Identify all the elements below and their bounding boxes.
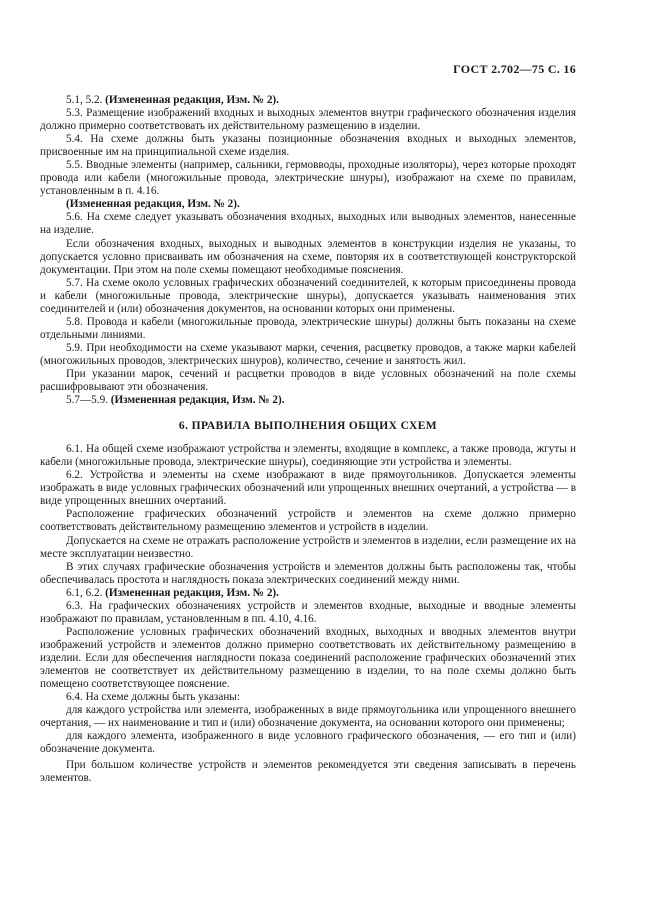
paragraph-5-4: 5.4. На схеме должны быть указаны позиционные обозначения входных и выходных элементов, присвоенные им на принципиальной схеме изделия. <box>40 133 576 159</box>
paragraph-6-1-6-2 <box>40 587 576 600</box>
amendment-note: (Измененная редакция, Изм. № 2). <box>105 586 279 599</box>
paragraph-6-4-elements: для каждого элемента, изображенного в виде условного графического обозначения, — его тип и (или) обозначение документа. <box>40 730 576 756</box>
paragraph-6-4-devices: для каждого устройства или элемента, изображенных в виде прямоугольника или упрощенного внешнего очертания, — их наименование и тип и (или) обозначение документа, на основании которого они применены; <box>40 704 576 730</box>
amendment-note: (Измененная редакция, Изм. № 2). <box>105 94 279 106</box>
paragraph-5-3: 5.3. Размещение изображений входных и выходных элементов внутри графического обозначения изделия должно примерно соответствовать их действительному размещению в изделии. <box>40 107 576 133</box>
paragraph-5-9: 5.9. При необходимости на схеме указывают марки, сечения, расцветку проводов, а также марки кабелей (многожильных проводов, электрических шнуров), количество, сечение и занятость жил. <box>40 341 576 367</box>
paragraph-5-7-5-9 <box>40 394 576 407</box>
paragraph-5-9-note: При указании марок, сечений и расцветки проводов в виде условных обозначений на поле схемы расшифровывают эти обозначения. <box>40 367 576 394</box>
paragraph-5-5: 5.5. Вводные элементы (например, сальники, гермовводы, проходные изоляторы), через которые проходят провода или кабели (многожильные провода, электрические шнуры), изображают на схеме по правилам, установленным в п. 4.16. <box>40 159 576 198</box>
paragraph-6-3-layout: Расположение условных графических обозначений входных, выходных и вводных элементов внутри изображений устройств и элементов должно примерно соответствовать их действительному размещению в изделии. Если для обеспечения наглядности показа соединений расположение графических обозначений этих элементов не соответствует их действительному размещению в изделии, то на поле схемы должно быть помещено соответствующее пояснение. <box>40 625 576 691</box>
paragraph-5-6: 5.6. На схеме следует указывать обозначения входных, выходных или выводных элементов, нанесенные на изделие. <box>40 211 576 237</box>
amendment-note: (Измененная редакция, Изм. № 2). <box>66 198 240 211</box>
clause-number: 6.1, 6.2. <box>66 586 106 599</box>
paragraph-5-8: 5.8. Провода и кабели (многожильные провода, электрические шнуры) должны быть показаны на схеме отдельными линиями. <box>40 315 576 341</box>
paragraph-5-7: 5.7. На схеме около условных графических обозначений соединителей, к которым присоединены провода и кабели (многожильные провода, электрические шнуры), допускается указывать наименования этих соединителей и (или) обозначения документов, на основании которых они применены. <box>40 276 576 315</box>
paragraph-5-6-note: Если обозначения входных, выходных и выводных элементов в конструкции изделия не указаны, то допускается условно присваивать им обозначения на схеме, повторяя их в соответствующей конструкторской документации. При этом на поле схемы помещают необходимые пояснения. <box>40 237 576 276</box>
clause-number: 5.1, 5.2. <box>66 94 106 106</box>
document-body <box>40 56 576 785</box>
paragraph-6-2-layout: Расположение графических обозначений устройств и элементов на схеме должно примерно соответствовать действительному размещению элементов и устройств в изделии. <box>40 508 576 534</box>
page-header: ГОСТ 2.702—75 С. 16 <box>453 62 576 76</box>
paragraph-6-3: 6.3. На графических обозначениях устройств и элементов входные, выходные и вводные элементы изображают по правилам, установленным в пп. 4.10, 4.16. <box>40 599 576 625</box>
section-title: 6. ПРАВИЛА ВЫПОЛНЕНИЯ ОБЩИХ СХЕМ <box>178 420 438 433</box>
amendment-note: (Измененная редакция, Изм. № 2). <box>110 394 285 407</box>
paragraph-5-1-5-2 <box>40 94 576 107</box>
paragraph-6-1: 6.1. На общей схеме изображают устройства и элементы, входящие в комплекс, а также провода, жгуты и кабели (многожильные провода, электрические шнуры), соединяющие эти устройства и элементы. <box>40 443 576 469</box>
paragraph-6-4: 6.4. На схеме должны быть указаны: <box>66 691 240 704</box>
paragraph-6-4-list: При большом количестве устройств и элементов рекомендуется эти сведения записывать в перечень элементов. <box>40 759 576 785</box>
paragraph-6-2: 6.2. Устройства и элементы на схеме изображают в виде прямоугольников. Допускается элементы изображать в виде условных графических обозначений или упрощенных внешних очертаний, а устройства — в виде упрощенных внешних очертаний. <box>40 469 576 508</box>
paragraph-6-2-exception: Допускается на схеме не отражать расположение устройств и элементов в изделии, если размещение их на месте эксплуатации неизвестно. <box>40 534 576 560</box>
clause-number: 5.7—5.9. <box>66 394 111 407</box>
paragraph-6-2-cases: В этих случаях графические обозначения устройств и элементов должны быть расположены так, чтобы обеспечивалась простота и наглядность показа электрических соединений между ними. <box>40 560 576 586</box>
